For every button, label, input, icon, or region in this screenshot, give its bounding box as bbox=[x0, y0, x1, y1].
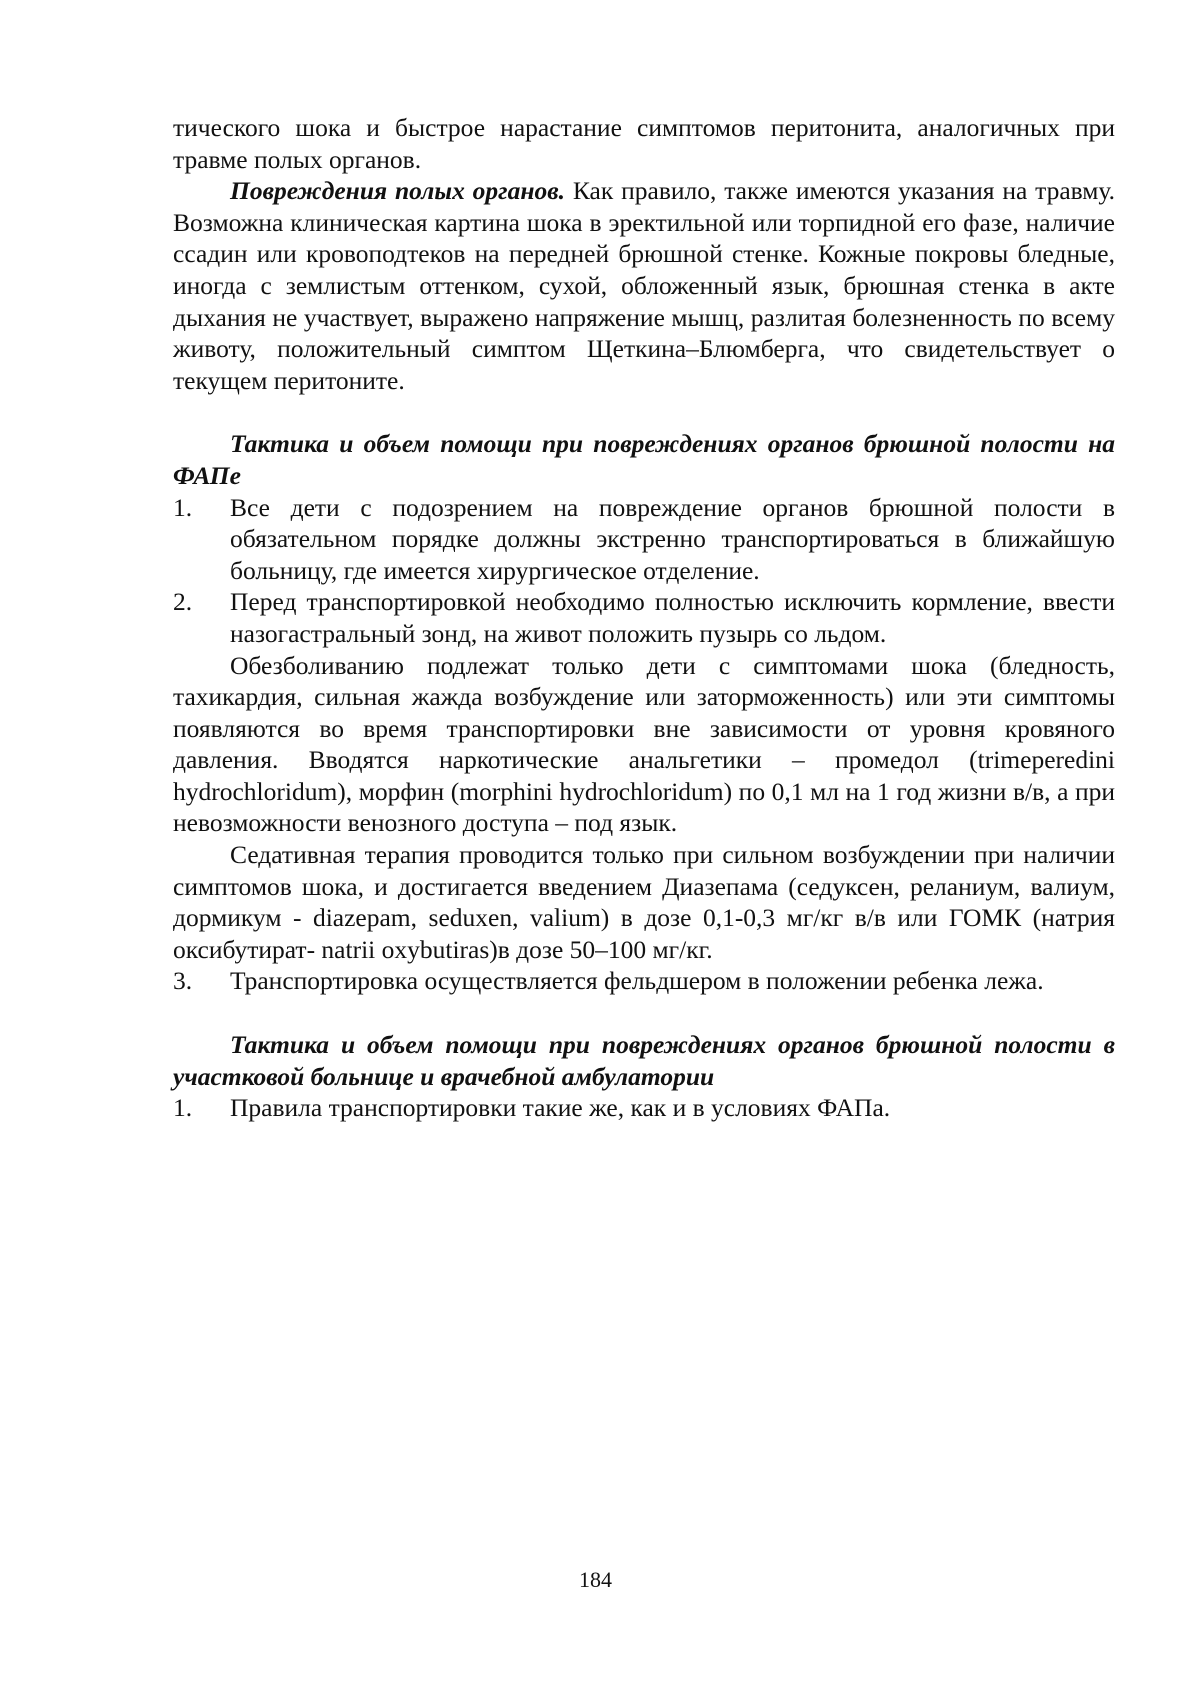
list-item bbox=[173, 965, 1115, 997]
list-item-number: 2. bbox=[173, 587, 193, 617]
list-item bbox=[173, 492, 1115, 587]
list-item bbox=[173, 1092, 1115, 1124]
list-item-text: Все дети с подозрением на повреждение органов брюшной полости в обязательном порядке должны экстренно транспортироваться в ближайшую больницу, где имеется хирургическое отделение. bbox=[230, 492, 1115, 585]
list-item bbox=[173, 586, 1115, 649]
list-item-text: Транспортировка осуществляется фельдшером в положении ребенка лежа. bbox=[230, 966, 1044, 996]
continuation-paragraph: тического шока и быстрое нарастание симптомов перитонита, аналогичных при травме полых органов. bbox=[173, 113, 1115, 174]
list-item-text: Правила транспортировки такие же, как и в условиях ФАПа. bbox=[230, 1093, 891, 1123]
section-heading-fap: Тактика и объем помощи при повреждениях органов брюшной полости на ФАПе bbox=[173, 429, 1115, 490]
list-item-number: 1. bbox=[173, 492, 193, 522]
hollow-organs-text: Как правило, также имеются указания на травму. Возможна клиническая картина шока в эректильной или торпидной его фазе, наличие ссадин или кровоподтеков на передней брюшной стенке. Кожные покровы бледные, иногда с землистым оттенком, сухой, обложенный язык, брюшная стенка в акте дыхания не участвует, выражено напряжение мышц, разлитая болезненность по всему животу, положительный симптом Щеткина–Блюмберга, что свидетельствует о текущем перитоните. bbox=[173, 176, 1115, 395]
list-item-text: Перед транспортировкой необходимо полностью исключить кормление, ввести назогастральный зонд, на живот положить пузырь со льдом. bbox=[230, 587, 1115, 648]
page-content bbox=[173, 112, 1115, 1124]
section-heading-hospital: Тактика и объем помощи при повреждениях органов брюшной полости в участковой больнице и врачебной амбулатории bbox=[173, 1030, 1115, 1091]
list-item-number: 3. bbox=[173, 966, 193, 996]
page-number: 184 bbox=[579, 1567, 612, 1592]
analgesia-paragraph: Обезболиванию подлежат только дети с симптомами шока (бледность, тахикардия, сильная жажда возбуждение или заторможенность) или эти симптомы появляются во время транспортировки вне зависимости от уровня кровяного давления. Вводятся наркотические анальгетики – промедол (trimeperedini hydrochloridum), морфин (morphini hydrochloridum) по 0,1 мл на 1 год жизни в/в, а при невозможности венозного доступа – под язык. bbox=[173, 650, 1115, 838]
sedation-paragraph: Седативная терапия проводится только при сильном возбуждении при наличии симптомов шока, и достигается введением Диазепама (седуксен, реланиум, валиум, дормикум - diazepam, seduxen, valium) в дозе 0,1-0,3 мг/кг в/в или ГОМК (натрия оксибутират- natrii oxybutiras)в дозе 50–100 мг/кг. bbox=[173, 840, 1115, 964]
list-item-number: 1. bbox=[173, 1093, 193, 1123]
hollow-organs-lead: Повреждения полых органов. bbox=[230, 176, 566, 206]
hollow-organs-paragraph bbox=[173, 175, 1115, 396]
